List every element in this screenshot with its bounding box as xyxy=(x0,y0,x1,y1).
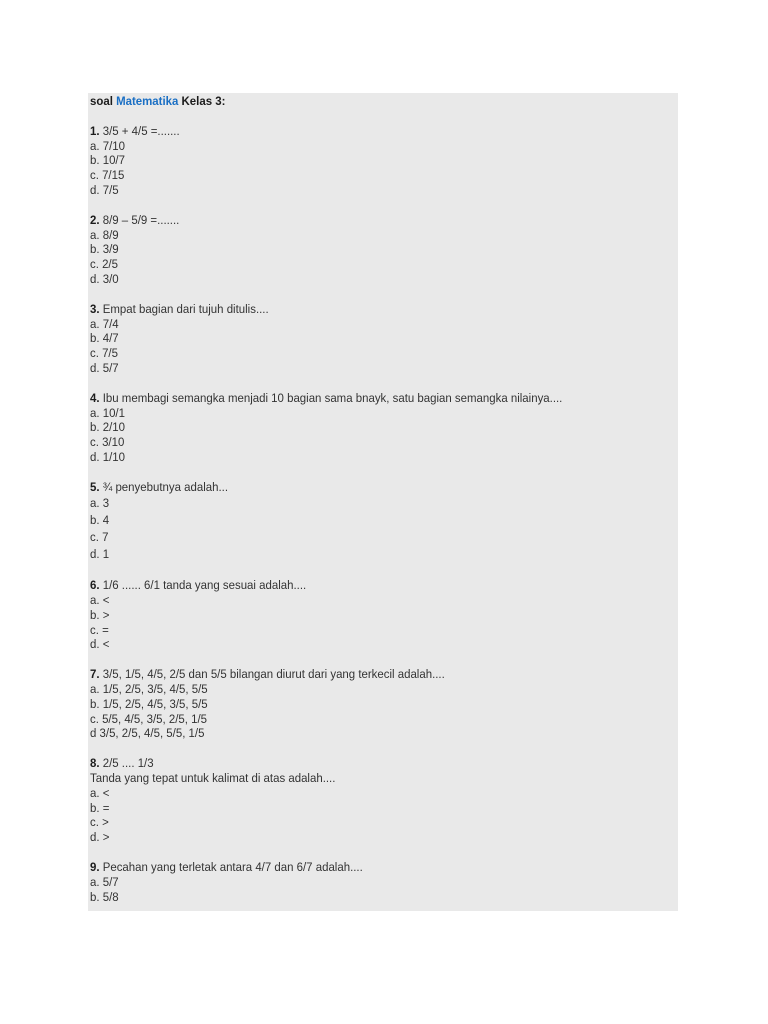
option-a: a. 1/5, 2/5, 3/5, 4/5, 5/5 xyxy=(90,682,208,697)
question-2 xyxy=(90,213,637,287)
option-c: c. 7/15 xyxy=(90,168,125,183)
question-3 xyxy=(90,302,637,376)
option-c: c. 2/5 xyxy=(90,257,118,272)
question-line xyxy=(90,391,637,406)
option-a: a. 7/10 xyxy=(90,138,125,153)
matematika-link[interactable]: Matematika xyxy=(116,94,179,108)
option-d: d. < xyxy=(90,637,110,652)
question-text: 3/5 + 4/5 =....... xyxy=(102,123,180,138)
option-c: c. 5/5, 4/5, 3/5, 2/5, 1/5 xyxy=(90,711,207,726)
question-text: Empat bagian dari tujuh ditulis.... xyxy=(102,301,269,316)
option-a: a. 8/9 xyxy=(90,227,119,242)
question-line xyxy=(90,756,637,771)
question-number: 8. xyxy=(90,756,100,771)
option-d: d. 5/7 xyxy=(90,360,119,375)
question-line xyxy=(90,860,637,875)
question-text: 3/5, 1/5, 4/5, 2/5 dan 5/5 bilangan diurut dari yang terkecil adalah.... xyxy=(102,667,445,682)
title-prefix: soal xyxy=(90,94,113,108)
option-b: b. 5/8 xyxy=(90,889,119,904)
question-9 xyxy=(90,860,637,904)
question-text: ¾ penyebutnya adalah... xyxy=(102,479,229,494)
question-5 xyxy=(90,480,637,564)
option-d: d. 3/0 xyxy=(90,271,119,286)
question-line xyxy=(90,480,637,495)
question-text: Ibu membagi semangka menjadi 10 bagian sama bnayk, satu bagian semangka nilainya.... xyxy=(102,390,563,405)
option-a: a. 3 xyxy=(90,495,110,510)
option-d: d. 1 xyxy=(90,547,110,562)
document-title xyxy=(90,94,637,109)
question-line xyxy=(90,302,637,317)
question-subtext: Tanda yang tepat untuk kalimat di atas adalah.... xyxy=(90,771,336,786)
option-d: d. 1/10 xyxy=(90,449,125,464)
question-number: 6. xyxy=(90,578,100,593)
question-4 xyxy=(90,391,637,465)
title-suffix: Kelas 3: xyxy=(181,94,226,108)
option-d: d 3/5, 2/5, 4/5, 5/5, 1/5 xyxy=(90,726,205,741)
option-b: b. 10/7 xyxy=(90,153,125,168)
option-b: b. 4/7 xyxy=(90,331,119,346)
question-number: 3. xyxy=(90,301,100,316)
question-1 xyxy=(90,124,637,198)
option-b: b. 4 xyxy=(90,512,110,527)
option-c: c. = xyxy=(90,622,109,637)
question-text: Pecahan yang terletak antara 4/7 dan 6/7 adalah.... xyxy=(102,860,363,875)
option-b: b. = xyxy=(90,800,110,815)
question-6 xyxy=(90,578,637,652)
question-line xyxy=(90,213,637,228)
question-text: 8/9 – 5/9 =....... xyxy=(102,212,180,227)
option-c: c. 7/5 xyxy=(90,346,118,361)
option-d: d. 7/5 xyxy=(90,182,119,197)
option-a: a. < xyxy=(90,593,110,608)
option-c: c. 7 xyxy=(90,529,109,544)
question-number: 5. xyxy=(90,479,100,494)
question-8 xyxy=(90,756,637,845)
option-b: b. 3/9 xyxy=(90,242,119,257)
option-d: d. > xyxy=(90,830,110,845)
option-b: b. > xyxy=(90,607,110,622)
question-7 xyxy=(90,667,637,741)
question-number: 7. xyxy=(90,667,100,682)
document-page xyxy=(88,93,678,911)
question-line xyxy=(90,124,637,139)
question-text: 2/5 .... 1/3 xyxy=(102,756,154,771)
question-line xyxy=(90,667,637,682)
option-a: a. 10/1 xyxy=(90,405,125,420)
option-a: a. < xyxy=(90,785,110,800)
option-c: c. 3/10 xyxy=(90,435,125,450)
question-number: 4. xyxy=(90,390,100,405)
option-b: b. 2/10 xyxy=(90,420,125,435)
question-number: 9. xyxy=(90,860,100,875)
option-b: b. 1/5, 2/5, 4/5, 3/5, 5/5 xyxy=(90,696,208,711)
question-number: 2. xyxy=(90,212,100,227)
option-a: a. 5/7 xyxy=(90,874,119,889)
question-text: 1/6 ...... 6/1 tanda yang sesuai adalah.... xyxy=(102,578,307,593)
document-content xyxy=(90,94,637,911)
question-line xyxy=(90,578,637,593)
option-a: a. 7/4 xyxy=(90,316,119,331)
question-number: 1. xyxy=(90,123,100,138)
option-c: c. > xyxy=(90,815,109,830)
